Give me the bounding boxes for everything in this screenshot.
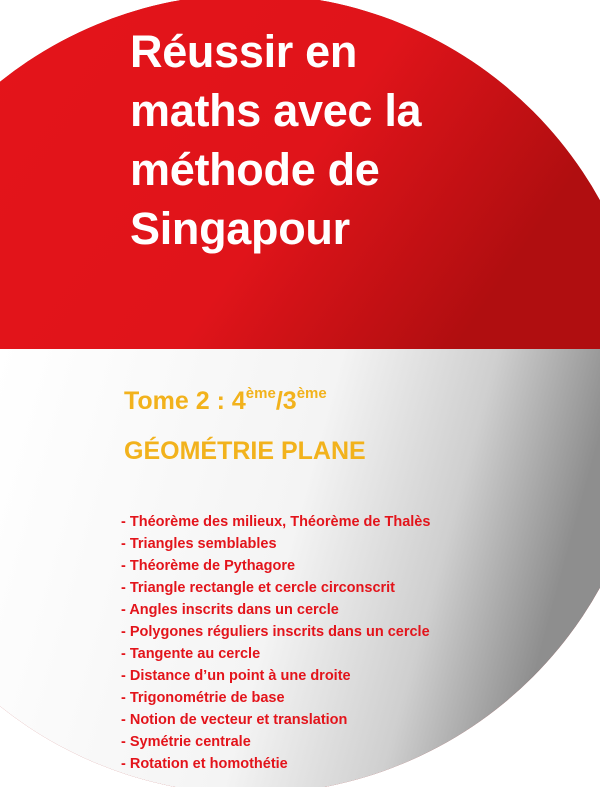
topic-item: - Distance d’un point à une droite — [121, 668, 351, 684]
topic-item: - Rotation et homothétie — [121, 756, 288, 772]
topic-item: - Tangente au cercle — [121, 646, 261, 662]
topic-item: - Notion de vecteur et translation — [121, 712, 348, 728]
subject-heading: GÉOMÉTRIE PLANE — [124, 437, 366, 465]
topic-item: - Trigonométrie de base — [121, 690, 285, 706]
topic-list — [121, 511, 430, 775]
volume-superscript: ème — [296, 385, 327, 402]
topic-item: - Théorème de Pythagore — [121, 558, 296, 574]
volume-prefix: Tome 2 : 4 — [124, 387, 246, 415]
topic-item: - Théorème des milieux, Théorème de Thalès — [121, 514, 431, 530]
title-line: méthode de — [130, 144, 380, 195]
volume-separator: /3 — [275, 387, 297, 415]
topic-item: - Polygones réguliers inscrits dans un cercle — [121, 624, 430, 640]
topic-item: - Triangles semblables — [121, 536, 277, 552]
title-line: Réussir en — [130, 26, 358, 77]
volume-label — [124, 386, 327, 420]
title-line: Singapour — [130, 203, 350, 254]
book-title — [130, 22, 530, 258]
topic-item: - Symétrie centrale — [121, 734, 251, 750]
title-line: maths avec la — [130, 85, 422, 136]
topic-item: - Triangle rectangle et cercle circonscrit — [121, 580, 396, 596]
volume-superscript: ème — [245, 385, 276, 402]
topic-item: - Angles inscrits dans un cercle — [121, 602, 339, 618]
